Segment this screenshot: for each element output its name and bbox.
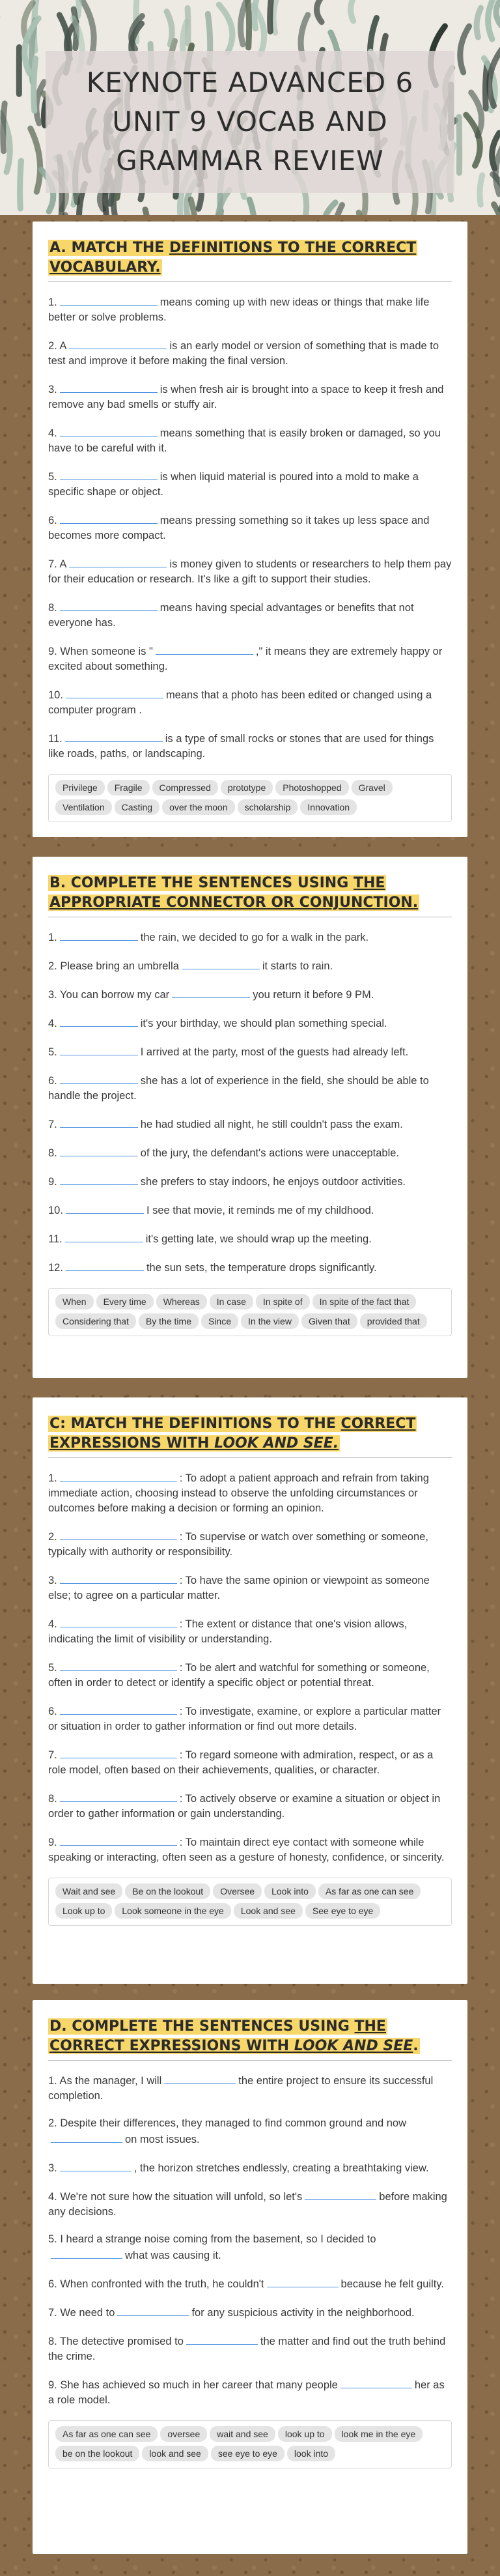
question-number: 6. [48, 515, 57, 526]
word-bank-chip[interactable]: Considering that [55, 1313, 136, 1329]
question-text-after: the matter and find out the truth behind the crime. [48, 2336, 446, 2362]
question-text-after: before making any decisions. [48, 2191, 447, 2218]
question-text-before: 5. I heard a strange noise coming from the basement, so I decided to [48, 2233, 376, 2245]
question-text-before: 1. As the manager, I will [48, 2075, 162, 2087]
section-d-word-bank [48, 2420, 452, 2469]
word-bank-chip[interactable]: Be on the lookout [125, 1883, 210, 1899]
answer-blank[interactable] [60, 1659, 177, 1671]
question-item [48, 556, 452, 587]
question-text-after: of the jury, the defendant's actions were unacceptable. [140, 1147, 400, 1159]
question-text-before: 6. [48, 1075, 57, 1087]
question-text: : To supervise or watch over something or someone, typically with authority or responsibility. [48, 1531, 428, 1558]
question-text-before: 9. She has achieved so much in her career that many people [48, 2379, 338, 2391]
question-item [48, 2304, 452, 2321]
word-bank-chip[interactable]: When [55, 1294, 94, 1309]
answer-blank[interactable] [60, 1116, 138, 1128]
question-item [48, 986, 452, 1003]
question-text: : To adopt a patient approach and refrain from taking immediate action, choosing instead to observe the unfolding circumstances or outcomes before making a decision or forming an opinion. [48, 1472, 429, 1514]
question-number: 1. [48, 296, 57, 308]
question-text-before: 1. [48, 932, 57, 943]
answer-blank[interactable] [60, 1747, 177, 1758]
section-c-questions [48, 1470, 452, 1865]
answer-blank[interactable] [60, 1616, 177, 1627]
word-bank-chip[interactable]: look up to [278, 2426, 332, 2442]
word-bank-chip[interactable]: Fragile [107, 780, 150, 795]
answer-blank[interactable] [60, 1572, 177, 1584]
answer-blank[interactable] [60, 929, 138, 941]
word-bank-chip[interactable]: provided that [360, 1313, 427, 1329]
question-number: 1. [48, 1472, 57, 1484]
question-text-before: 9. [48, 1176, 57, 1188]
title-box [46, 51, 454, 193]
word-bank-chip[interactable]: scholarship [238, 799, 298, 815]
section-b-word-bank [48, 1288, 452, 1336]
question-item [48, 337, 452, 369]
question-text: is when liquid material is poured into a mold to make a specific shape or object. [48, 471, 419, 498]
word-bank-chip[interactable]: prototype [221, 780, 273, 795]
section-d-card [33, 2000, 467, 2554]
question-text-after: she prefers to stay indoors, he enjoys outdoor activities. [140, 1176, 406, 1188]
answer-blank[interactable] [60, 1145, 138, 1156]
section-c-word-bank [48, 1878, 452, 1926]
question-text: means having special advantages or benefits that not everyone has. [48, 602, 414, 629]
answer-blank[interactable] [65, 1231, 143, 1242]
question-number: 5. [48, 471, 57, 483]
question-text: ," it means they are extremely happy or excited about something. [48, 646, 443, 672]
question-number: 9. When someone is " [48, 646, 153, 657]
question-item [48, 1173, 452, 1190]
question-text-before: 4. We're not sure how the situation will unfold, so let's [48, 2191, 303, 2203]
word-bank-chip[interactable]: be on the lookout [55, 2446, 139, 2461]
answer-blank[interactable] [164, 2072, 236, 2084]
answer-blank[interactable] [305, 2188, 376, 2200]
answer-blank[interactable] [60, 381, 158, 393]
answer-blank[interactable] [186, 2333, 258, 2345]
question-item [48, 294, 452, 325]
question-text-before: 8. [48, 1147, 57, 1159]
question-item [48, 1834, 452, 1865]
question-item [48, 1572, 452, 1603]
question-text: : The extent or distance that one's vision allows, indicating the limit of visibility or understanding. [48, 1618, 408, 1645]
answer-blank[interactable] [60, 2160, 132, 2171]
word-bank-chip[interactable]: see eye to eye [211, 2446, 285, 2461]
question-item [48, 1202, 452, 1218]
answer-blank[interactable] [69, 337, 167, 349]
word-bank-chip[interactable]: Casting [115, 799, 160, 815]
answer-blank[interactable] [117, 2304, 189, 2316]
question-item [48, 1790, 452, 1822]
question-number: 3. [48, 1575, 57, 1586]
question-text-before: 10. [48, 1205, 63, 1216]
question-number: 7. A [48, 558, 67, 570]
question-text: means pressing something so it takes up less space and becomes more compact. [48, 515, 430, 541]
section-b-card [33, 857, 467, 1378]
answer-blank[interactable] [60, 512, 158, 524]
question-item [48, 1659, 452, 1691]
answer-blank[interactable] [60, 1044, 138, 1055]
section-a-card [33, 222, 467, 837]
question-item [48, 468, 452, 500]
question-item [48, 643, 452, 674]
word-bank-chip[interactable]: In case [210, 1294, 253, 1309]
question-item [48, 1116, 452, 1132]
answer-blank[interactable] [60, 1528, 177, 1540]
question-text-before: 4. [48, 1018, 57, 1029]
word-bank-chip[interactable]: over the moon [162, 799, 235, 815]
question-text-after: it's getting late, we should wrap up the meeting. [145, 1233, 372, 1245]
word-bank-chip[interactable]: Gravel [352, 780, 393, 795]
word-bank-chip[interactable]: Every time [96, 1294, 154, 1309]
answer-blank[interactable] [51, 2247, 122, 2259]
question-text-before: 12. [48, 1262, 63, 1274]
question-number: 8. [48, 1793, 57, 1805]
header-banner [0, 0, 500, 215]
section-a-heading: A. MATCH THE DEFINITIONS TO THE CORRECT VOCABULARY. [48, 238, 452, 282]
question-text-after: for any suspicious activity in the neighborhood. [191, 2307, 415, 2319]
question-item [48, 1747, 452, 1778]
answer-blank[interactable] [60, 1790, 177, 1802]
answer-blank[interactable] [60, 425, 158, 436]
question-item [48, 1616, 452, 1647]
word-bank-chip[interactable]: In spite of [256, 1294, 310, 1309]
question-text-before: 2. Despite their differences, they managed to find common ground and now [48, 2117, 407, 2129]
answer-blank[interactable] [60, 599, 158, 611]
question-item [48, 1145, 452, 1161]
word-bank-chip[interactable]: As far as one can see [55, 2426, 158, 2442]
question-text: : To maintain direct eye contact with someone while speaking or interacting, often seen as a gesture of honesty, confidence, or sincerity. [48, 1837, 445, 1863]
word-bank-chip[interactable]: Since [201, 1313, 238, 1329]
question-text-after: the entire project to ensure its successful completion. [48, 2075, 434, 2102]
question-text: means something that is easily broken or damaged, so you have to be careful with it. [48, 427, 441, 454]
question-number: 4. [48, 1618, 57, 1630]
question-text-after: he had studied all night, he still couldn't pass the exam. [140, 1119, 403, 1130]
answer-blank[interactable] [66, 1202, 144, 1214]
word-bank-chip[interactable]: Given that [301, 1313, 357, 1329]
question-item [48, 1528, 452, 1560]
question-number: 10. [48, 689, 63, 701]
word-bank-chip[interactable]: Look someone in the eye [115, 1903, 230, 1919]
word-bank-chip[interactable]: Innovation [300, 799, 357, 815]
question-number: 7. [48, 1749, 57, 1761]
answer-blank[interactable] [60, 1072, 138, 1084]
question-text: : To have the same opinion or viewpoint as someone else; to agree on a particular matter. [48, 1575, 430, 1601]
question-text-after: you return it before 9 PM. [253, 989, 374, 1001]
section-c-heading: C: MATCH THE DEFINITIONS TO THE CORRECT EXPRESSIONS WITH LOOK AND SEE. [48, 1414, 452, 1458]
question-text-before: 5. [48, 1046, 57, 1058]
answer-blank[interactable] [66, 687, 163, 698]
word-bank-chip[interactable]: Look into [264, 1883, 316, 1899]
question-text-after: I see that movie, it reminds me of my childhood. [146, 1205, 374, 1216]
word-bank-chip[interactable]: Look and see [234, 1903, 303, 1919]
question-item [48, 2377, 452, 2408]
question-text-before: 7. [48, 1119, 57, 1130]
question-item [48, 1015, 452, 1031]
question-text-after: the sun sets, the temperature drops significantly. [146, 1262, 377, 1274]
question-item [48, 599, 452, 631]
question-text: means that a photo has been edited or changed using a computer program . [48, 689, 432, 716]
answer-blank[interactable] [60, 294, 158, 306]
question-item [48, 929, 452, 945]
question-text: : To be alert and watchful for something or someone, often in order to detect or identify a specific object or potential threat. [48, 1662, 430, 1689]
question-text-after: on most issues. [125, 2134, 200, 2145]
question-item [48, 1072, 452, 1104]
section-c-card [33, 1397, 467, 1984]
question-item [48, 2333, 452, 2364]
question-text-after: because he felt guilty. [340, 2278, 444, 2290]
word-bank-chip[interactable]: oversee [160, 2426, 207, 2442]
word-bank-chip[interactable]: look and see [142, 2446, 208, 2461]
answer-blank[interactable] [51, 2131, 122, 2143]
question-text-after: her as a role model. [48, 2379, 445, 2406]
section-a-word-bank [48, 774, 452, 822]
question-number: 6. [48, 1706, 57, 1717]
question-item [48, 1044, 452, 1060]
answer-blank[interactable] [156, 643, 253, 655]
word-bank-chip[interactable]: In spite of the fact that [312, 1294, 417, 1309]
question-item [48, 2232, 452, 2263]
question-number: 4. [48, 427, 57, 439]
word-bank-chip[interactable]: Wait and see [55, 1883, 122, 1899]
answer-blank[interactable] [60, 1703, 177, 1715]
answer-blank[interactable] [60, 468, 158, 480]
question-text: : To actively observe or examine a situation or object in order to gather information or gain understanding. [48, 1793, 441, 1820]
question-item [48, 1470, 452, 1516]
word-bank-chip[interactable]: Photoshopped [275, 780, 348, 795]
question-text-after: it starts to rain. [262, 960, 333, 972]
question-text-after: the rain, we decided to go for a walk in the park. [140, 932, 369, 943]
question-number: 2. [48, 1531, 57, 1543]
answer-blank[interactable] [182, 958, 260, 969]
question-item [48, 2072, 452, 2104]
question-text: : To regard someone with admiration, respect, or as a role model, often based on their achievements, qualities, or character. [48, 1749, 434, 1776]
word-bank-chip[interactable]: Oversee [213, 1883, 262, 1899]
question-item [48, 730, 452, 762]
answer-blank[interactable] [340, 2377, 412, 2388]
section-b-heading: B. COMPLETE THE SENTENCES USING THE APPROPRIATE CONNECTOR OR CONJUNCTION. [48, 874, 452, 917]
question-number: 9. [48, 1837, 57, 1848]
question-text-after: , the horizon stretches endlessly, creating a breathtaking view. [133, 2162, 429, 2174]
question-text-before: 8. The detective promised to [48, 2336, 184, 2347]
word-bank-chip[interactable]: In the view [241, 1313, 299, 1329]
question-item [48, 2116, 452, 2147]
question-item [48, 1703, 452, 1734]
answer-blank[interactable] [60, 1834, 177, 1846]
question-text: is when fresh air is brought into a space to keep it fresh and remove any bad smells or stuffy air. [48, 384, 444, 410]
question-number: 2. A [48, 340, 67, 352]
word-bank-chip[interactable]: Compressed [152, 780, 218, 795]
word-bank-chip[interactable]: As far as one can see [318, 1883, 421, 1899]
question-text-before: 3. [48, 2162, 57, 2174]
word-bank-chip[interactable]: look me in the eye [335, 2426, 423, 2442]
question-number: 3. [48, 384, 57, 395]
answer-blank[interactable] [172, 986, 250, 998]
question-item [48, 2276, 452, 2292]
answer-blank[interactable] [60, 1173, 138, 1185]
question-text: means coming up with new ideas or things that make life better or solve problems. [48, 296, 430, 323]
answer-blank[interactable] [267, 2276, 339, 2287]
question-item [48, 687, 452, 718]
question-item [48, 1231, 452, 1247]
answer-blank[interactable] [60, 1470, 177, 1481]
question-text-after: I arrived at the party, most of the guests had already left. [140, 1046, 409, 1058]
word-bank-chip[interactable]: look into [287, 2446, 335, 2461]
question-item [48, 512, 452, 543]
word-bank-chip[interactable]: By the time [139, 1313, 199, 1329]
question-item [48, 425, 452, 456]
question-text-before: 7. We need to [48, 2307, 115, 2319]
question-number: 5. [48, 1662, 57, 1674]
word-bank-chip[interactable]: Privilege [55, 780, 105, 795]
question-text: : To investigate, examine, or explore a particular matter or situation in order to gather information or find out more details. [48, 1706, 441, 1732]
question-text: is a type of small rocks or stones that are used for things like roads, paths, or landscaping. [48, 733, 434, 760]
answer-blank[interactable] [66, 1259, 144, 1271]
question-item [48, 2160, 452, 2176]
word-bank-chip[interactable]: Whereas [156, 1294, 207, 1309]
question-item [48, 2188, 452, 2220]
question-number: 8. [48, 602, 57, 614]
page-title: KEYNOTE ADVANCED 6 UNIT 9 VOCAB AND GRAMMAR REVIEW [86, 66, 414, 177]
question-text: is an early model or version of something that is made to test and improve it before making the final version. [48, 340, 439, 367]
question-item [48, 958, 452, 974]
question-text-after: what was causing it. [125, 2250, 221, 2261]
section-d-heading: D. COMPLETE THE SENTENCES USING THE CORRECT EXPRESSIONS WITH LOOK AND SEE. [48, 2017, 452, 2061]
word-bank-chip[interactable]: Look up to [55, 1903, 112, 1919]
question-item [48, 381, 452, 412]
section-b-questions [48, 929, 452, 1276]
word-bank-chip[interactable]: See eye to eye [305, 1903, 380, 1919]
question-text-before: 6. When confronted with the truth, he couldn't [48, 2278, 264, 2290]
question-text-before: 11. [48, 1233, 62, 1245]
word-bank-chip[interactable]: wait and see [210, 2426, 275, 2442]
question-number: 11. [48, 733, 62, 745]
word-bank-chip[interactable]: Ventilation [55, 799, 112, 815]
answer-blank[interactable] [65, 730, 163, 742]
question-text-before: 2. Please bring an umbrella [48, 960, 179, 972]
section-a-questions [48, 294, 452, 762]
question-text-after: she has a lot of experience in the field, she should be able to handle the project. [48, 1075, 429, 1102]
question-text: is money given to students or researchers to help them pay for their education or research. It's like a gift to support their studies. [48, 558, 452, 585]
section-d-questions [48, 2072, 452, 2408]
question-item [48, 1259, 452, 1276]
answer-blank[interactable] [60, 1015, 138, 1027]
question-text-before: 3. You can borrow my car [48, 989, 170, 1001]
answer-blank[interactable] [69, 556, 167, 567]
question-text-after: it's your birthday, we should plan something special. [140, 1018, 387, 1029]
